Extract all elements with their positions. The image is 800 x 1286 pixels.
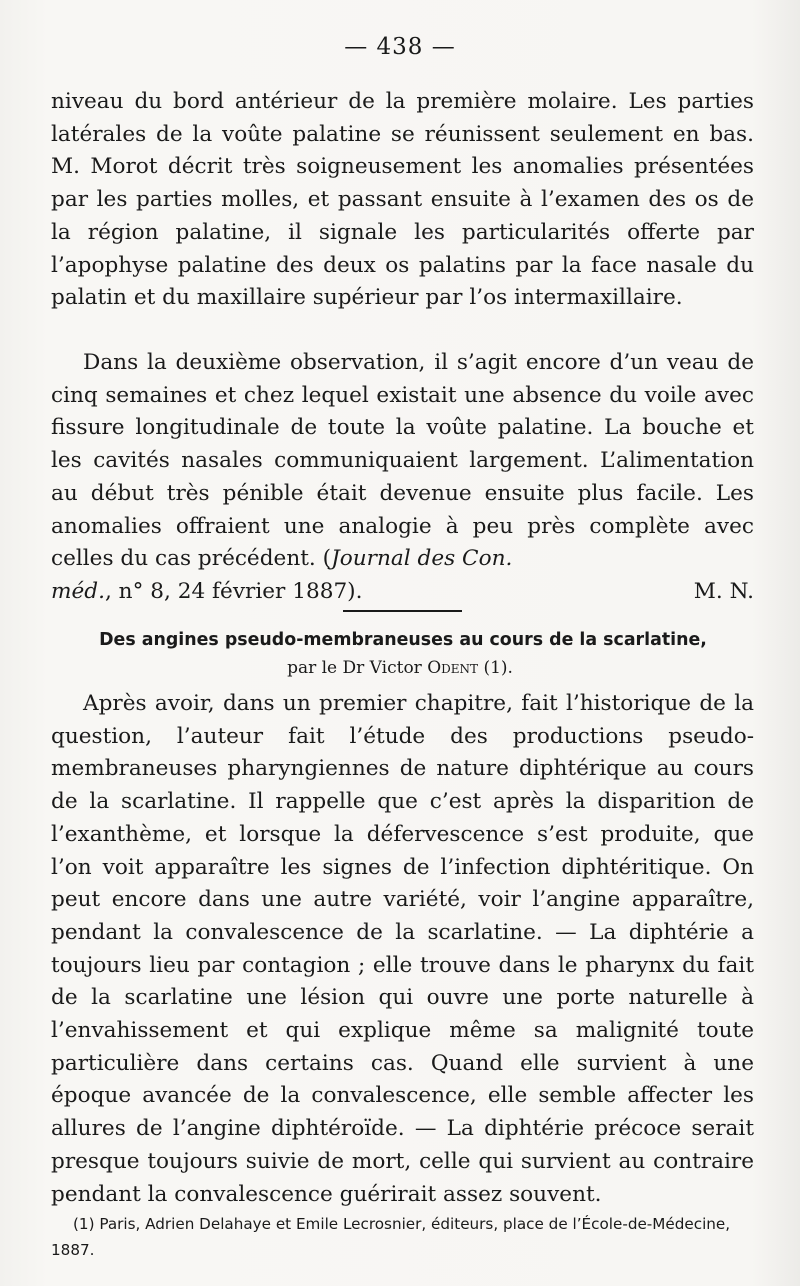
journal-title: Journal des Con. bbox=[331, 546, 513, 572]
byline-prefix: par le Dr Victor bbox=[287, 658, 428, 678]
paragraph-2 bbox=[51, 347, 754, 576]
author-surname: Odent bbox=[427, 658, 479, 678]
page-number: — 438 — bbox=[344, 34, 456, 60]
article-byline bbox=[0, 655, 800, 681]
citation-ref: , n° 8, 24 février 1887). bbox=[104, 578, 363, 604]
paragraph-2-text: Dans la deuxième observation, il s’agit encore d’un veau de cinq semaines et chez lequel existait une absence du voile avec fissure longitudinale de toute la voûte palatine. La bouche et les cavités nasales communiquaient largement. L’alimentation au début très pénible était devenue ensuite plus facile. Les anomalies offraient une analogie à peu près complète avec celles du cas précédent. ( bbox=[51, 350, 754, 572]
journal-title-cont: méd. bbox=[51, 578, 105, 604]
paragraph-second-observation bbox=[51, 347, 754, 609]
citation bbox=[51, 576, 362, 609]
footnote: (1) Paris, Adrien Delahaye et Emile Lecrosnier, éditeurs, place de l’École-de-Médecine, 1887. bbox=[51, 1215, 731, 1259]
section-divider bbox=[343, 610, 462, 612]
signature: M. N. bbox=[693, 578, 754, 604]
paragraph-3: Après avoir, dans un premier chapitre, fait l’historique de la question, l’auteur fait l’étude des productions pseudo-membraneuses pharyngiennes de nature diphtérique au cours de la scarlatine. Il rappelle que c’est après la disparition de l’exanthème, et lorsque la défervescence s’est produite, que l’on voit apparaître les signes de l’infection diphtéritique. On peut encore dans une autre variété, voir l’angine apparaître, pendant la convalescence de la scarlatine. — La diphtérie a toujours lieu par contagion ; elle trouve dans le pharynx du fait de la scarlatine une lésion qui ouvre une porte naturelle à l’envahissement et qui explique même sa malignité toute particulière dans certains cas. Quand elle survient à une époque avancée de la convalescence, elle semble affecter les allures de l’angine diphtéroïde. — La diphtérie précoce serait presque toujours suivie de mort, celle qui survient au contraire pendant la convalescence guérirait assez souvent. bbox=[51, 691, 754, 1207]
paragraph-1: niveau du bord antérieur de la première molaire. Les parties latérales de la voûte palatine se réunissent seulement en bas. M. Morot décrit très soigneusement les anomalies présentées par les parties molles, et passant ensuite à l’examen des os de la région palatine, il signale les particularités offerte par l’apophyse palatine des deux os palatins par la face nasale du palatin et du maxillaire supérieur par l’os intermaxillaire. bbox=[51, 89, 754, 311]
article-body bbox=[51, 688, 754, 1211]
citation-row bbox=[51, 576, 754, 609]
article-title: Des angines pseudo-membraneuses au cours de la scarlatine, bbox=[99, 630, 707, 650]
paragraph-continuation bbox=[51, 86, 754, 315]
byline-suffix: (1). bbox=[478, 658, 513, 678]
